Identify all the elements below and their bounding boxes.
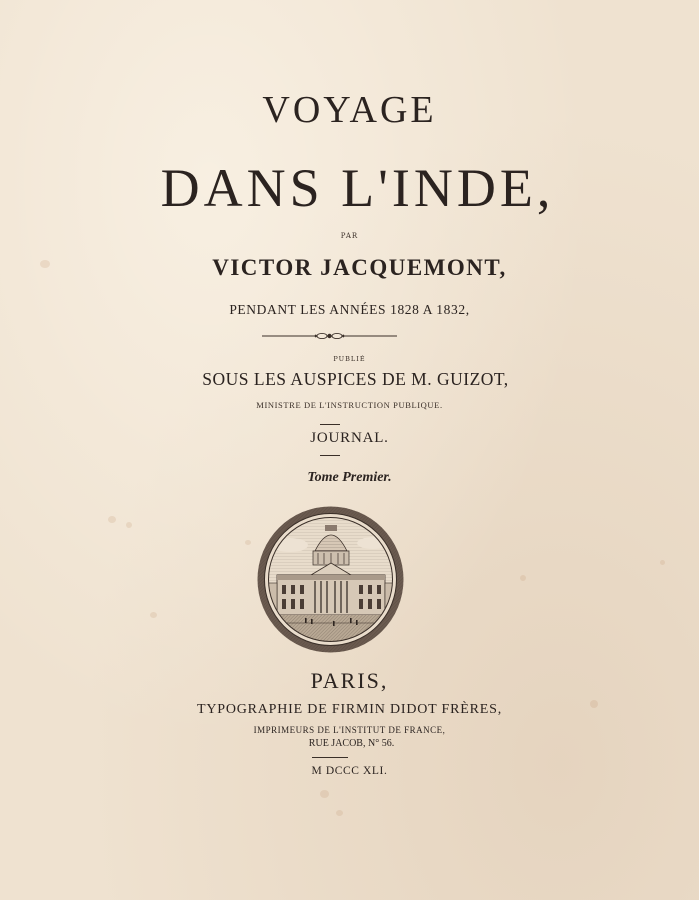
divider (312, 757, 348, 758)
engraved-building-medallion-icon (255, 505, 406, 654)
foxing-spot (320, 790, 329, 798)
by-label: PAR (340, 232, 359, 240)
divider (320, 455, 340, 456)
travel-years: PENDANT LES ANNÉES 1828 A 1832, (229, 302, 470, 317)
volume-label: Tome Premier. (307, 470, 392, 485)
foxing-spot (520, 575, 526, 581)
foxing-spot (245, 540, 251, 545)
foxing-spot (108, 516, 116, 523)
ornamental-rule (262, 331, 397, 341)
section-title: JOURNAL. (310, 430, 389, 446)
printer-name: TYPOGRAPHIE DE FIRMIN DIDOT FRÈRES, (196, 702, 503, 717)
publication-date: M DCCC XLI. (311, 765, 388, 777)
printer-title: IMPRIMEURS DE L'INSTITUT DE FRANCE, (253, 725, 446, 735)
auspices-line: SOUS LES AUSPICES DE M. GUIZOT, (202, 369, 509, 389)
foxing-spot (660, 560, 665, 565)
foxing-spot (150, 612, 157, 618)
title-line-2: DANS L'INDE, (160, 158, 555, 218)
foxing-spot (336, 810, 343, 816)
printer-address: RUE JACOB, N° 56. (308, 738, 395, 749)
publication-city: PARIS, (310, 668, 389, 693)
divider (320, 424, 340, 425)
author-name: VICTOR JACQUEMONT, (212, 255, 507, 280)
foxing-spot (126, 522, 132, 528)
minister-line: MINISTRE DE L'INSTRUCTION PUBLIQUE. (256, 400, 443, 410)
title-line-1: VOYAGE (262, 89, 437, 131)
published-label: PUBLIÉ (333, 355, 366, 363)
